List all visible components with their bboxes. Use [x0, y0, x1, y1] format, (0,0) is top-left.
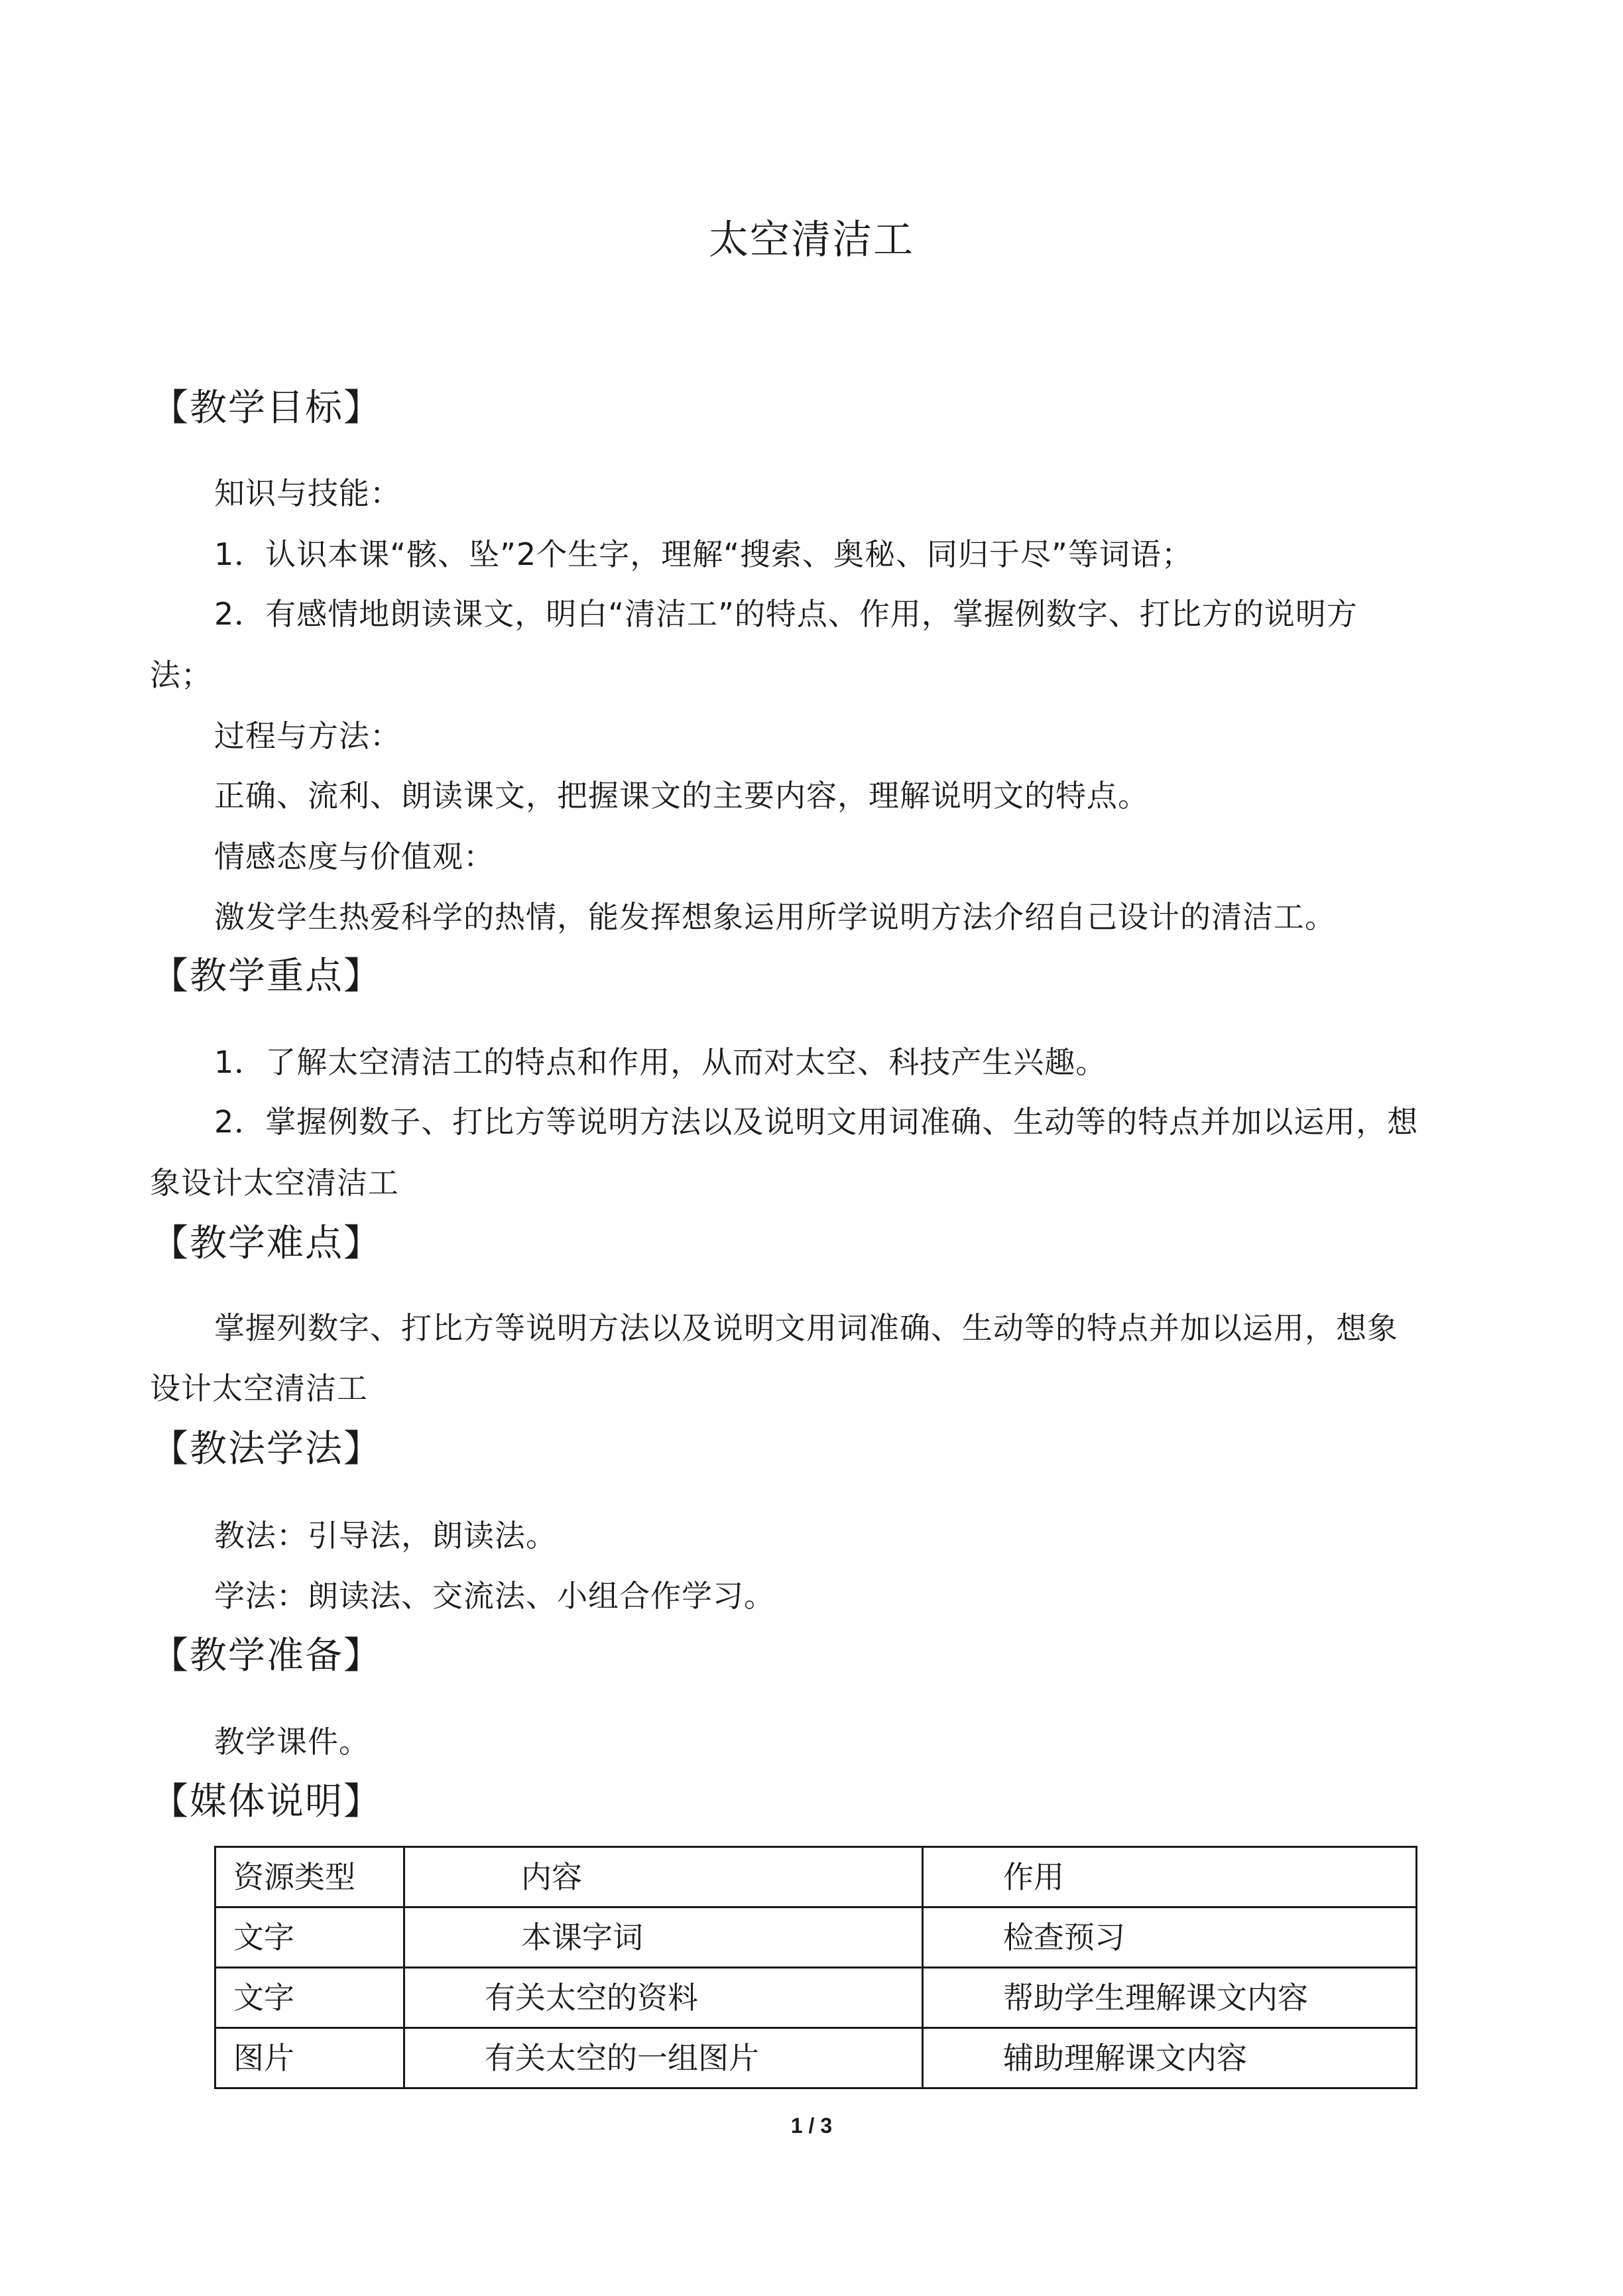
- heading-key-points: 【教学重点】: [151, 955, 382, 998]
- table-header-cell: 作用: [923, 1847, 1417, 1907]
- key-points-line-2: 2．掌握例数子、打比方等说明方法以及说明文用词准确、生动等的特点并加以运用，想: [214, 1104, 1419, 1140]
- table-cell: 本课字词: [404, 1907, 923, 1968]
- table-cell: 有关太空的一组图片: [404, 2028, 923, 2088]
- objectives-line-6: 正确、流利、朗读课文，把握课文的主要内容，理解说明文的特点。: [214, 778, 1149, 814]
- table-cell: 帮助学生理解课文内容: [923, 1968, 1417, 2028]
- objectives-line-2: 1．认识本课“骸、坠”2个生字，理解“搜索、奥秘、同归于尽”等词语；: [214, 536, 1193, 572]
- difficulties-line-1: 掌握列数字、打比方等说明方法以及说明文用词准确、生动等的特点并加以运用，想象: [214, 1310, 1398, 1346]
- objectives-line-8: 激发学生热爱科学的热情，能发挥想象运用所学说明方法介绍自己设计的清洁工。: [214, 899, 1336, 935]
- objectives-line-7: 情感态度与价值观：: [214, 839, 495, 875]
- document-title: 太空清洁工: [709, 217, 914, 263]
- table-cell: 检查预习: [923, 1907, 1417, 1968]
- key-points-line-1: 1．了解太空清洁工的特点和作用，从而对太空、科技产生兴趣。: [214, 1044, 1107, 1080]
- table-cell: 文字: [215, 1968, 404, 2028]
- heading-preparation: 【教学准备】: [151, 1634, 382, 1677]
- key-points-line-3: 象设计太空清洁工: [150, 1165, 399, 1201]
- methods-line-1: 教法：引导法，朗读法。: [214, 1518, 557, 1553]
- heading-difficulties: 【教学难点】: [151, 1222, 382, 1265]
- objectives-line-1: 知识与技能：: [214, 475, 401, 511]
- page-indicator: 1 / 3: [790, 2114, 833, 2138]
- table-header-cell: 资源类型: [215, 1847, 404, 1907]
- table-row: [215, 2028, 1417, 2088]
- heading-media: 【媒体说明】: [151, 1780, 382, 1823]
- media-table: [214, 1846, 1417, 2089]
- table-cell: 文字: [215, 1907, 404, 1968]
- heading-methods: 【教法学法】: [151, 1427, 382, 1471]
- methods-line-2: 学法：朗读法、交流法、小组合作学习。: [214, 1578, 775, 1614]
- table-header-cell: 内容: [404, 1847, 923, 1907]
- table-header-row: [215, 1847, 1417, 1907]
- preparation-line-1: 教学课件。: [214, 1724, 370, 1760]
- objectives-line-5: 过程与方法：: [214, 718, 401, 754]
- difficulties-line-2: 设计太空清洁工: [150, 1370, 368, 1406]
- table-row: [215, 1968, 1417, 2028]
- table-cell: 图片: [215, 2028, 404, 2088]
- table-cell: 有关太空的资料: [404, 1968, 923, 2028]
- objectives-line-4: 法；: [150, 657, 212, 693]
- heading-teaching-objectives: 【教学目标】: [151, 387, 382, 430]
- objectives-line-3: 2．有感情地朗读课文，明白“清洁工”的特点、作用，掌握例数字、打比方的说明方: [214, 596, 1358, 632]
- table-row: [215, 1907, 1417, 1968]
- table-cell: 辅助理解课文内容: [923, 2028, 1417, 2088]
